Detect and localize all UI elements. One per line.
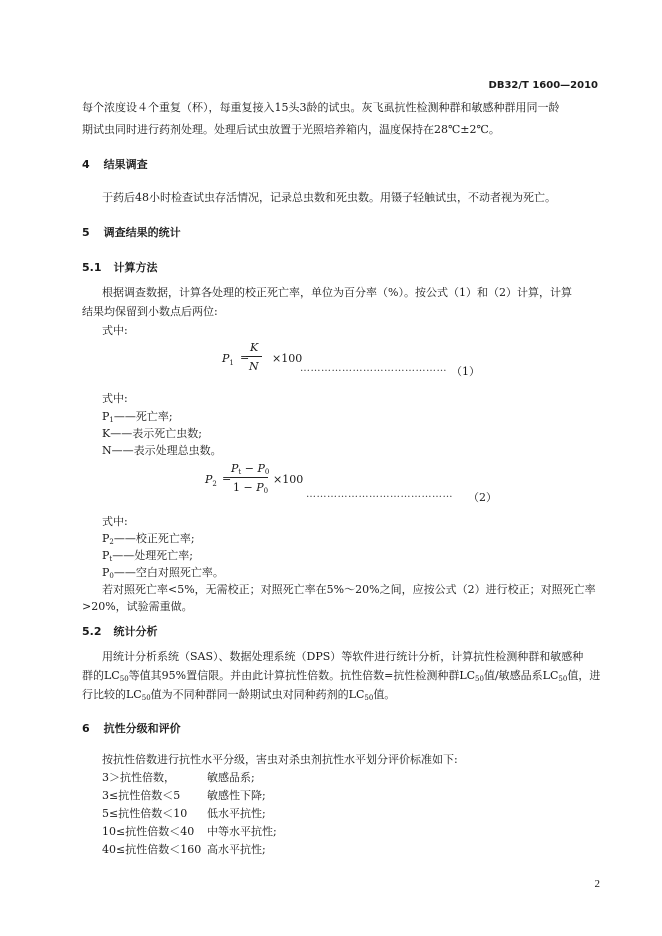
correction-note-line-2: >20%，试验需重做。	[82, 600, 193, 613]
section-number: 4	[82, 158, 90, 171]
section-title: 抗性分级和评价	[103, 722, 181, 735]
resistance-grade-0: 敏感品系;	[207, 771, 255, 784]
section-4-heading	[82, 156, 148, 172]
formula-1-tag: （1）	[451, 365, 480, 378]
section-5-1-heading	[82, 259, 158, 275]
legend-1-item-2: N——表示处理总虫数。	[102, 444, 222, 457]
shizhong-label-1: 式中:	[102, 324, 128, 337]
intro-line-2: 期试虫同时进行药剂处理。处理后试虫放置于光照培养箱内，温度保持在28℃±2℃。	[82, 123, 500, 136]
shizhong-label-3: 式中:	[102, 515, 128, 528]
resistance-grade-4: 高水平抗性;	[207, 843, 266, 856]
section-5-2-line-1: 用统计分析系统（SAS）、数据处理系统（DPS）等软件进行统计分析，计算抗性检测种群和敏感种	[102, 650, 584, 663]
section-title: 计算方法	[113, 261, 158, 274]
resistance-level-1: 3≤抗性倍数＜5	[102, 789, 181, 802]
resistance-grade-3: 中等水平抗性;	[207, 825, 277, 838]
resistance-level-3: 10≤抗性倍数＜40	[102, 825, 195, 838]
standard-number: DB32/T 1600—2010	[488, 80, 598, 91]
formula-2-equals: =	[222, 472, 232, 485]
formula-1-numerator: K	[250, 341, 259, 354]
section-number: 5	[82, 226, 90, 239]
section-number: 5.1	[82, 261, 102, 274]
legend-2-item-0: P2——校正死亡率;	[102, 532, 195, 546]
section-5-2-line-2: 群的LC50等值其95%置信限。并由此计算抗性倍数。抗性倍数=抗性检测种群LC50值/敏感品系LC50值，进	[82, 669, 601, 683]
formula-1-equals: =	[240, 351, 250, 364]
section-title: 结果调查	[103, 158, 148, 171]
legend-2-item-2: P0——空白对照死亡率。	[102, 566, 224, 580]
legend-1-item-1: K——表示死亡虫数;	[102, 427, 202, 440]
formula-1-lhs: $P_1$	[222, 352, 234, 367]
formula-1-fraction-bar	[246, 356, 262, 357]
resistance-level-0: 3＞抗性倍数，	[102, 771, 175, 784]
section-5-2-heading	[82, 623, 158, 639]
formula-2-numerator: Pt − P0	[231, 462, 270, 476]
formula-2-fraction-bar	[230, 477, 268, 478]
section-number: 5.2	[82, 625, 102, 638]
correction-note-line-1: 若对照死亡率<5%，无需校正；对照死亡率在5%～20%之间，应按公式（2）进行校正；对照死亡率	[102, 583, 596, 596]
section-4-body: 于药后48小时检查试虫存活情况，记录总虫数和死虫数。用镊子轻触试虫，不动者视为死亡。	[102, 191, 556, 204]
section-number: 6	[82, 722, 90, 735]
resistance-level-2: 5≤抗性倍数＜10	[102, 807, 188, 820]
legend-1-item-0: P1——死亡率;	[102, 410, 173, 424]
section-6-heading	[82, 720, 181, 736]
page-number: 2	[594, 878, 600, 890]
formula-2-lhs: $P_2$	[205, 473, 217, 488]
section-6-intro: 按抗性倍数进行抗性水平分级，害虫对杀虫剂抗性水平划分评价标准如下:	[102, 753, 458, 766]
intro-line-1: 每个浓度设４个重复（杯），每重复接入15头3龄的试虫。灰飞虱抗性检测种群和敏感种群用同一龄	[82, 101, 560, 114]
legend-2-item-1: Pt——处理死亡率;	[102, 549, 193, 563]
section-title: 调查结果的统计	[103, 226, 181, 239]
resistance-level-4: 40≤抗性倍数＜160	[102, 843, 202, 856]
formula-2-leader-dots: ……………………………………	[306, 489, 453, 500]
formula-1-times: ×100	[272, 352, 303, 365]
section-5-1-line-2: 结果均保留到小数点后两位:	[82, 305, 218, 318]
section-5-heading	[82, 224, 181, 240]
formula-2-tag: （2）	[468, 491, 497, 504]
resistance-grade-1: 敏感性下降;	[207, 789, 266, 802]
section-title: 统计分析	[113, 625, 158, 638]
formula-2-times: ×100	[273, 473, 304, 486]
section-5-2-line-3: 行比较的LC50值为不同种群同一龄期试虫对同种药剂的LC50值。	[82, 688, 396, 702]
formula-1-leader-dots: ……………………………………	[300, 363, 447, 374]
shizhong-label-2: 式中:	[102, 392, 128, 405]
section-5-1-line-1: 根据调查数据，计算各处理的校正死亡率，单位为百分率（%）。按公式（1）和（2）计算，计算	[102, 286, 572, 299]
formula-1-denominator: N	[249, 360, 259, 373]
formula-2-denominator: 1 − P0	[233, 481, 269, 495]
resistance-grade-2: 低水平抗性;	[207, 807, 266, 820]
